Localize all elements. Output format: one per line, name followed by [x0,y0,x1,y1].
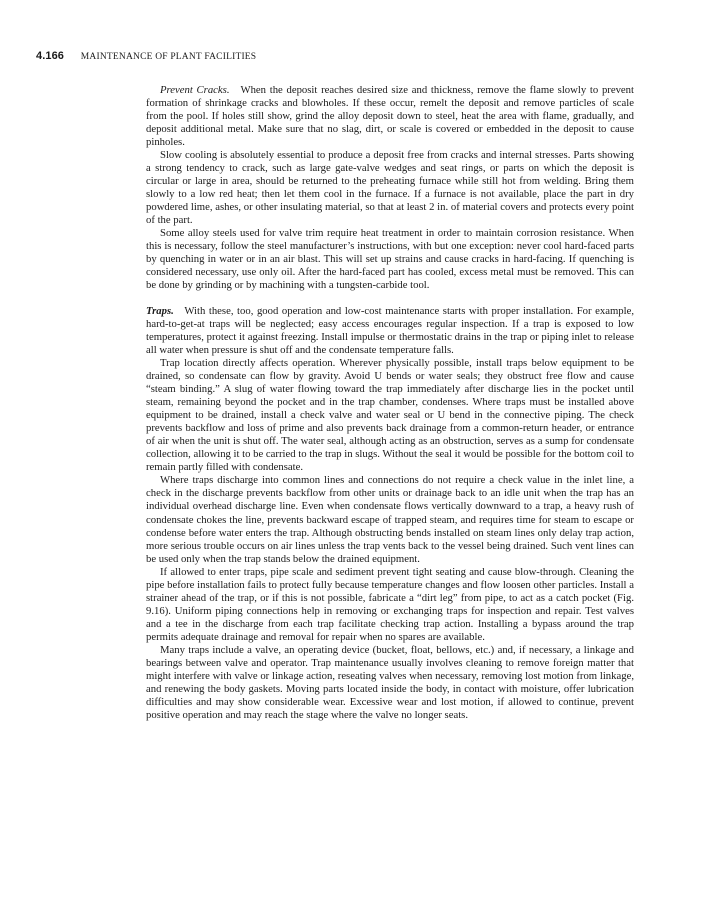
paragraph-pipe-scale [146,566,634,644]
body-text [146,84,634,722]
run-in-heading-traps: Traps. [146,305,174,318]
paragraph-text: With these, too, good operation and low-cost maintenance starts with proper installation. For example, hard-to-get-at traps will be neglected; easy access encourages regular inspection. If a trap is exposed to low temperatures, protect it against freezing. Install impulse or thermostatic drains in the trap or piping inlet to release all water when pressure is shut off and the condensate temperature falls. [146,305,634,357]
paragraph-trap-location [146,357,634,474]
paragraph-text: Slow cooling is absolutely essential to produce a deposit free from cracks and internal stresses. Parts showing a strong tendency to crack, such as large gate-valve wedges and seat rings, or parts on which the deposit is circular or large in area, should be returned to the preheating furnace while still hot from welding. Bring them slowly to a low red heat; then let them cool in the furnace. If a furnace is not available, place the part in dry powdered lime, ashes, or other insulating material, so that at least 2 in. of material covers and protects every point of the part. [146,149,634,227]
paragraph-alloy-steels [146,227,634,292]
paragraph-text: Trap location directly affects operation. Wherever physically possible, install traps below equipment to be drained, so condensate can flow by gravity. Avoid U bends or water seals; they obstruct free flow and cause “steam binding.” A slug of water flowing toward the trap immediately after discharge lies in the pocket until steam, remaining beyond the pocket and in the trap chamber, condenses. Where traps must be installed above equipment to be drained, install a check valve and water seal or U bend in the connective piping. The check prevents backflow and loss of prime and also prevents back drainage from a common-return header, or entrance of air when the unit is shut off. The water seal, although acting as an obstruction, serves as a sump for condensate collection, allowing it to be carried to the trap in slugs. Without the seal it would be possible for the bottom coil to remain partly filled with condensate. [146,357,634,474]
run-in-heading-prevent-cracks: Prevent Cracks. [160,84,230,96]
paragraph-slow-cooling [146,149,634,227]
paragraph-text: When the deposit reaches desired size and thickness, remove the flame slowly to prevent formation of shrinkage cracks and blowholes. If these occur, remelt the deposit and remove particles of scale from the pool. If holes still show, grind the alloy deposit down to steel, heat the area with flame, gradually, and deposit additional metal. Make sure that no slag, dirt, or scale is covered or embedded in the deposit to cause pinholes. [146,84,634,149]
paragraph-trap-maintenance [146,644,634,722]
paragraph-text: Where traps discharge into common lines and connections do not require a check value in the inlet line, a check in the discharge prevents backflow from other units or drainage back to an idle unit when the trap has an individual overhead discharge line. Even when condensate flows vertically downward to a trap, a heavy rush of condensate chokes the line, prevents backward escape of trapped steam, and requires time for steam to escape or condense before water enters the trap. Although obstructing bends installed on steam lines only delay trap action, more serious trouble occurs on air lines unless the trap vents back to the vessel being drained. Such vent lines can be used only when the trap stands below the drained equipment. [146,474,634,565]
paragraph-text: If allowed to enter traps, pipe scale and sediment prevent tight seating and cause blow-through. Cleaning the pipe before installation fails to protect fully because temperature changes and flow loosen other particles. Install a strainer ahead of the trap, or if this is not possible, fabricate a “dirt leg” from pipe, to act as a catch pocket (Fig. 9.16). Uniform piping connections help in removing or exchanging traps for inspection and repair. Test valves and a tee in the discharge from each trap facilitate checking trap action. Installing a bypass around the trap permits adequate drainage and removal for repair when no spares are available. [146,565,634,643]
paragraph-prevent-cracks [146,84,634,149]
paragraph-traps [146,305,634,357]
paragraph-text: Many traps include a valve, an operating device (bucket, float, bellows, etc.) and, if necessary, a linkage and bearings between valve and operator. Trap maintenance usually involves cleaning to remove foreign matter that might interfere with valve or linkage action, reseating valves when necessary, removing lost motion from linkage, and renewing the body gaskets. Moving parts located inside the body, in contact with moisture, offer lubrication difficulties and may show considerable wear. Excessive wear and lost motion, if allowed to continue, prevent positive operation and may reach the stage where the valve no longer seats. [146,643,634,721]
paragraph-common-lines [146,474,634,565]
running-head [36,50,256,62]
page-number: 4.166 [36,50,65,62]
running-title: MAINTENANCE OF PLANT FACILITIES [80,52,257,62]
paragraph-text: Some alloy steels used for valve trim require heat treatment in order to maintain corrosion resistance. When this is necessary, follow the steel manufacturer’s instructions, with but one exception: never cool hard-faced parts by quenching in water or in an air blast. This will set up strains and cause cracks in hard-facing. If quenching is considered necessary, use only oil. After the hard-faced part has cooled, excess metal must be removed. This can be done by grinding or by machining with a tungsten-carbide tool. [146,227,634,292]
